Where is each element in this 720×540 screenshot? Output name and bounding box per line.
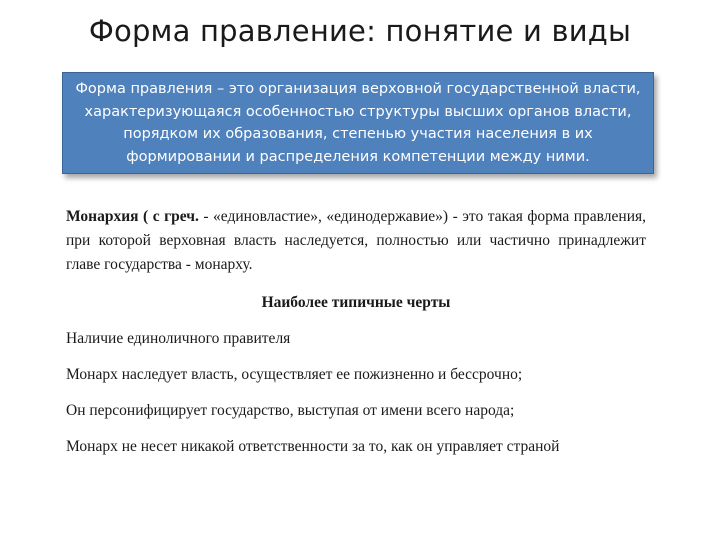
monarchy-term: Монархия ( с греч. [66, 208, 199, 225]
monarchy-definition [66, 205, 646, 277]
slide-title: Форма правление: понятие и виды [88, 14, 632, 48]
features-list [66, 327, 646, 459]
features-heading: Наиболее типичные черты [261, 294, 451, 311]
definition-box [62, 72, 654, 174]
monarchy-description: - «единовластие», «единодержавие») - это такая форма правления, при которой верховная власть наследуется, полностью или частично принадлежит главе государства - монарху. [66, 208, 646, 273]
feature-item: Он персонифицирует государство, выступая от имени всего народа; [66, 402, 515, 419]
content-area [66, 205, 646, 459]
feature-item: Наличие единоличного правителя [66, 330, 291, 347]
feature-item: Монарх не несет никакой ответственности за то, как он управляет страной [66, 438, 560, 455]
feature-item: Монарх наследует власть, осуществляет ее пожизненно и бессрочно; [66, 366, 523, 383]
definition-text: Форма правления – это организация верховной государственной власти, характеризующаяся особенностью структуры высших органов власти, порядком их образования, степенью участия населения в их формировании и распределения компетенции между ними. [75, 81, 641, 165]
